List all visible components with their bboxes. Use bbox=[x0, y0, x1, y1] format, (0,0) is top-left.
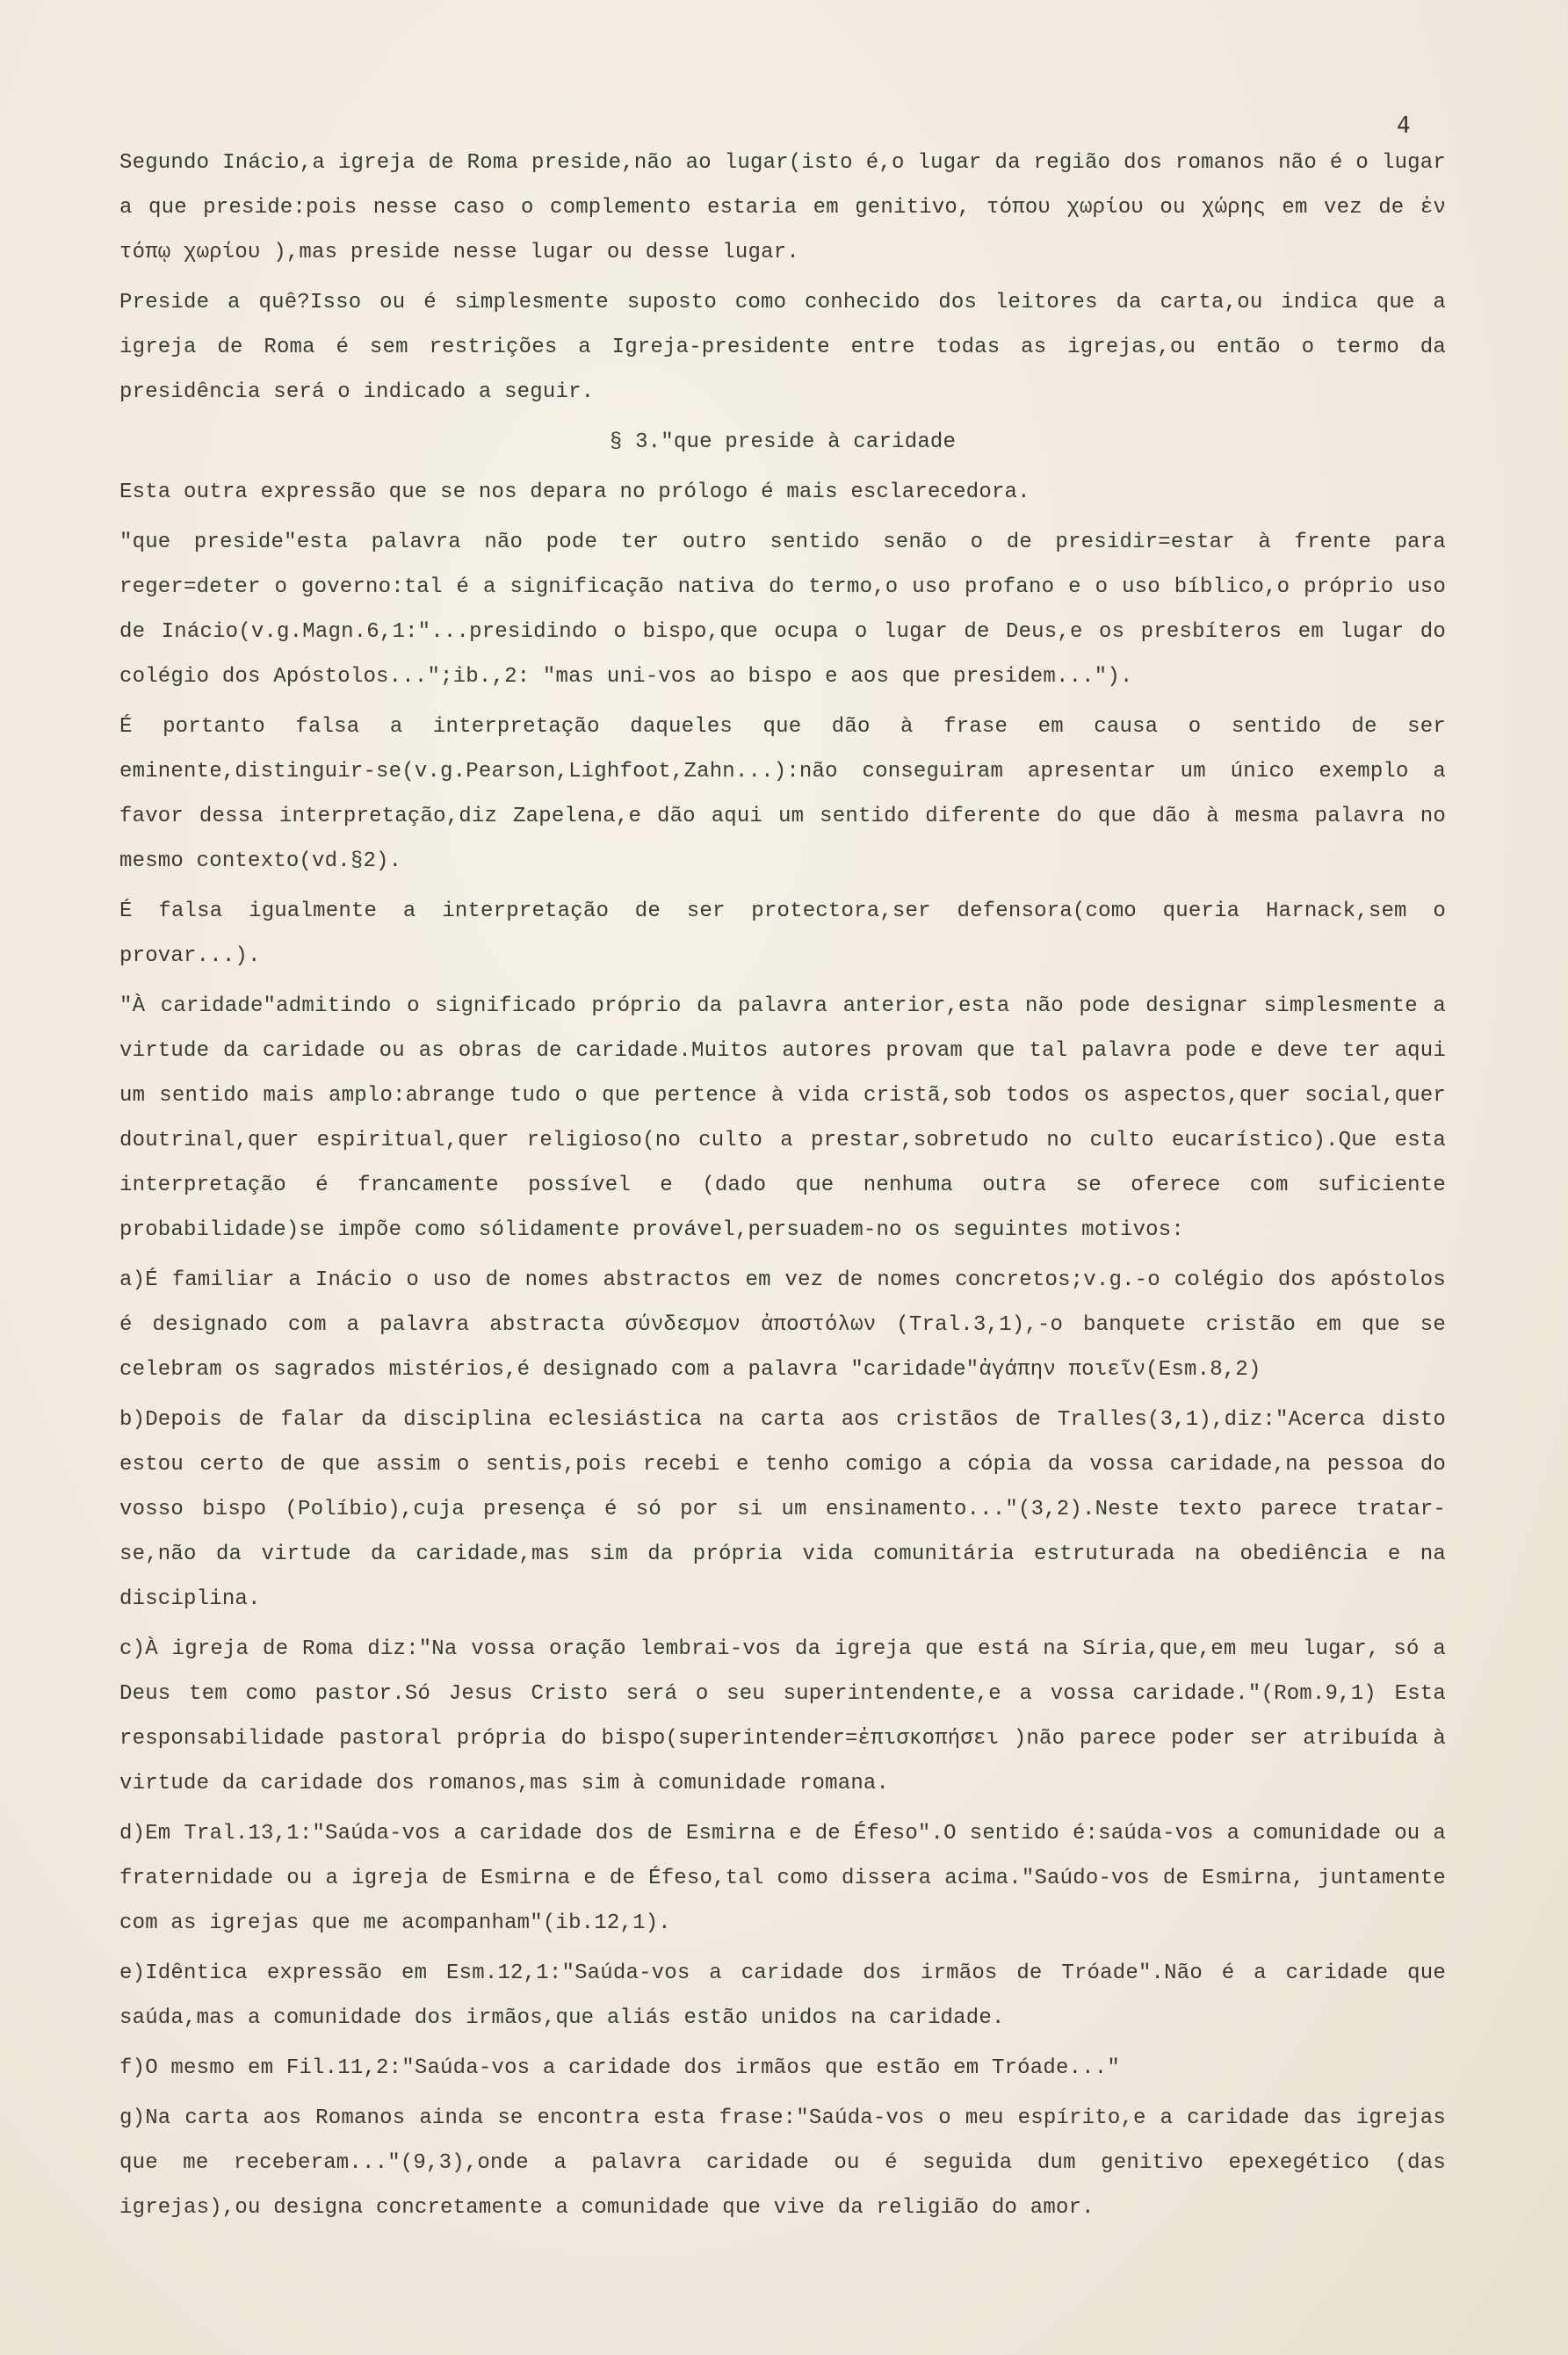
list-item-g: g)Na carta aos Romanos ainda se encontra esta frase:"Saúda-vos o meu espírito,e a caridade das igrejas que me receberam..."(9,3),onde a palavra caridade ou é seguida dum genitivo epexegético (das igrejas),ou designa concretamente a comunidade que vive da religião do amor. bbox=[119, 2106, 1446, 2220]
list-item-c: c)À igreja de Roma diz:"Na vossa oração lembrai-vos da igreja que está na Síria,que,em meu lugar, só a Deus tem como pastor.Só Jesus Cristo será o seu superintendente,e a vossa caridade."(Rom.9,1) Esta responsabilidade pastoral própria do bispo(superintender=ἐπισκοπήσει )não parece poder ser atribuída à virtude da caridade dos romanos,mas sim à comunidade romana. bbox=[119, 1637, 1446, 1795]
paragraph-que-preside: "que preside"esta palavra não pode ter outro sentido senão o de presidir=estar à frente para reger=deter o governo:tal é a significação nativa do termo,o uso profano e o uso bíblico,o próprio uso de Inácio(v.g.Magn.6,1:"...presidindo o bispo,que ocupa o lugar de Deus,e os presbíteros em lugar do colégio dos Apóstolos...";ib.,2: "mas uni-vos ao bispo e aos que presidem..."). bbox=[119, 531, 1446, 689]
list-item-e: e)Idêntica expressão em Esm.12,1:"Saúda-vos a caridade dos irmãos de Tróade".Não é a caridade que saúda,mas a comunidade dos irmãos,que aliás estão unidos na caridade. bbox=[119, 1961, 1446, 2030]
list-item-a: a)É familiar a Inácio o uso de nomes abstractos em vez de nomes concretos;v.g.-o colégio dos apóstolos é designado com a palavra abstracta σύνδεσμον ἀποστόλων (Tral.3,1),-o banquete cristão em que se celebram os sagrados mistérios,é designado com a palavra "caridade"ἀγάπην ποιεῖν(Esm.8,2) bbox=[119, 1268, 1446, 1382]
paragraph-a-caridade: "À caridade"admitindo o significado próprio da palavra anterior,esta não pode designar simplesmente a virtude da caridade ou as obras de caridade.Muitos autores provam que tal palavra pode e deve ter aqui um sentido mais amplo:abrange tudo o que pertence à vida cristã,sob todos os aspectos,quer social,quer doutrinal,quer espiritual,quer religioso(no culto a prestar,sobretudo no culto eucarístico).Que esta interpretação é francamente possível e (dado que nenhuma outra se oferece com suficiente probabilidade)se impõe como sólidamente provável,persuadem-no os seguintes motivos: bbox=[119, 994, 1446, 1242]
list-item-b: b)Depois de falar da disciplina eclesiástica na carta aos cristãos de Tralles(3,1),diz:"Acerca disto estou certo de que assim o sentis,pois recebi e tenho comigo a cópia da vossa caridade,na pessoa do vosso bispo (Políbio),cuja presença é só por si um ensinamento..."(3,2).Neste texto parece tratar-se,não da virtude da caridade,mas sim da própria vida comunitária estruturada na obediência e na disciplina. bbox=[119, 1408, 1446, 1611]
list-item-f: f)O mesmo em Fil.11,2:"Saúda-vos a caridade dos irmãos que estão em Tróade..." bbox=[119, 2056, 1120, 2080]
paragraph-falsa-igualmente: É falsa igualmente a interpretação de ser protectora,ser defensora(como queria Harnack,sem o provar...). bbox=[119, 899, 1446, 968]
paragraph-outra-expressao: Esta outra expressão que se nos depara no prólogo é mais esclarecedora. bbox=[119, 480, 1030, 504]
list-item-d: d)Em Tral.13,1:"Saúda-vos a caridade dos de Esmirna e de Éfeso".O sentido é:saúda-vos a comunidade ou a fraternidade ou a igreja de Esmirna e de Éfeso,tal como dissera acima."Saúdo-vos de Esmirna, juntamente com as igrejas que me acompanham"(ib.12,1). bbox=[119, 1822, 1446, 1935]
paragraph-preside-a-que: Preside a quê?Isso ou é simplesmente suposto como conhecido dos leitores da carta,ou indica que a igreja de Roma é sem restrições a Igreja-presidente entre todas as igrejas,ou então o termo da presidência será o indicado a seguir. bbox=[119, 291, 1446, 404]
paragraph-preside-lugar: Segundo Inácio,a igreja de Roma preside,não ao lugar(isto é,o lugar da região dos romanos não é o lugar a que preside:pois nesse caso o complemento estaria em genitivo, τόπου χωρίου ou χώρης em vez de ἐν τόπῳ χωρίου ),mas preside nesse lugar ou desse lugar. bbox=[119, 151, 1446, 264]
page-number: 4 bbox=[1397, 112, 1411, 139]
paragraph-falsa-interpretacao: É portanto falsa a interpretação daqueles que dão à frase em causa o sentido de ser eminente,distinguir-se(v.g.Pearson,Lighfoot,Zahn...):não conseguiram apresentar um único exemplo a favor dessa interpretação,diz Zapelena,e dão aqui um sentido diferente do que dão à mesma palavra no mesmo contexto(vd.§2). bbox=[119, 715, 1446, 873]
section-heading: § 3."que preside à caridade bbox=[609, 430, 957, 454]
document-body bbox=[119, 141, 1446, 2236]
